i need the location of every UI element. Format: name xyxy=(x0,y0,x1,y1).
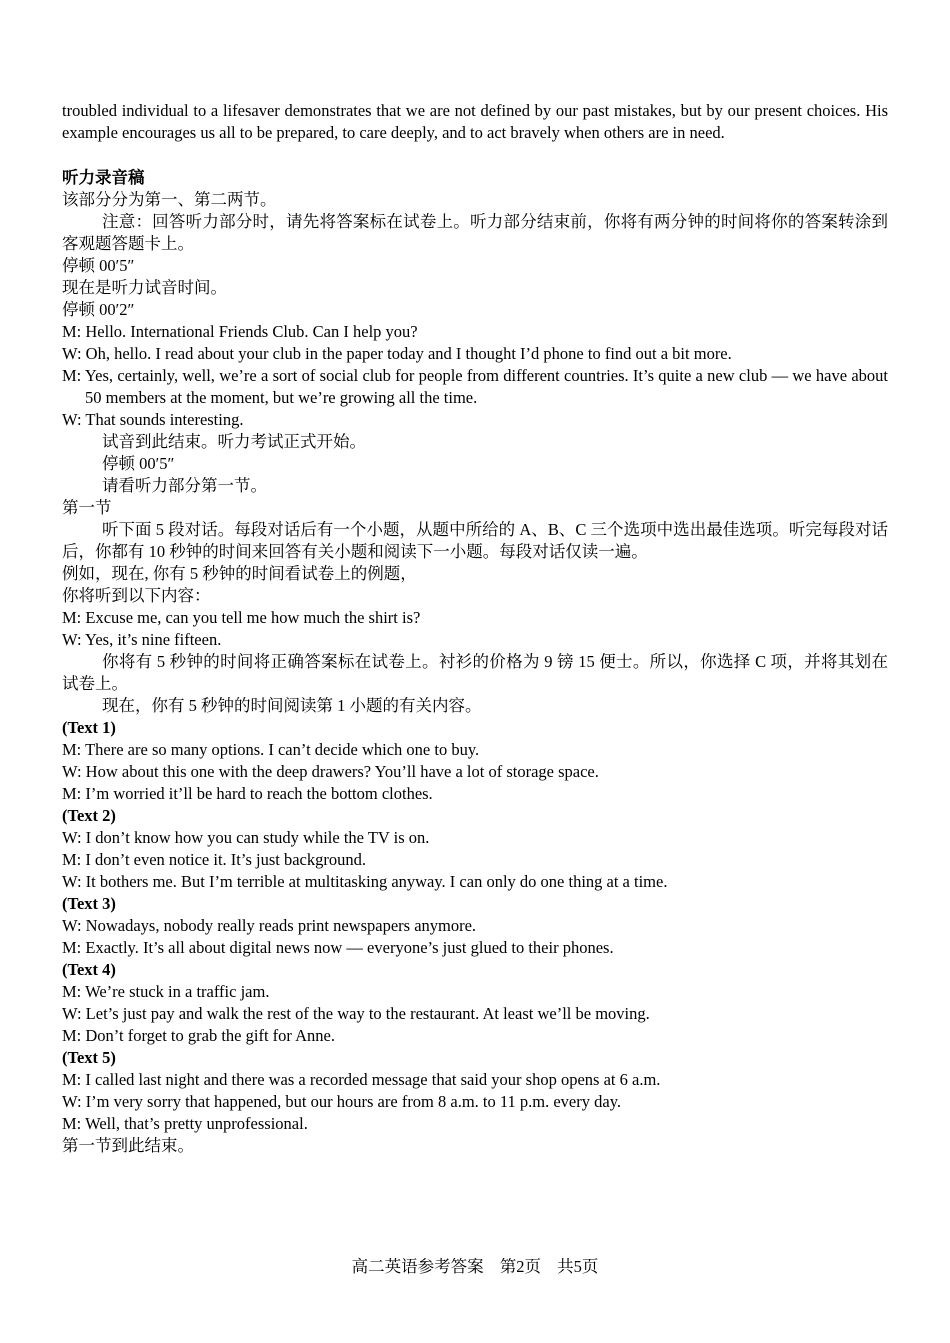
transcript-line: 注意：回答听力部分时，请先将答案标在试卷上。听力部分结束前，你将有两分钟的时间将你的答案转涂到客观题答题卡上。 xyxy=(62,212,888,253)
transcript-line: W: Yes, it’s nine fifteen. xyxy=(62,630,222,649)
transcript-line: 你将有 5 秒钟的时间将正确答案标在试卷上。衬衫的价格为 9 镑 15 便士。所以，你选择 C 项，并将其划在试卷上。 xyxy=(62,652,888,693)
transcript-line: W: Nowadays, nobody really reads print newspapers anymore. xyxy=(62,916,477,935)
transcript-line: 停顿 00′5″ xyxy=(62,256,135,275)
transcript-line: W: It bothers me. But I’m terrible at multitasking anyway. I can only do one thing at a time. xyxy=(62,872,668,891)
transcript-line: M: I don’t even notice it. It’s just background. xyxy=(62,850,366,869)
transcript-line: 停顿 00′5″ xyxy=(102,454,175,473)
spacer xyxy=(62,144,888,167)
transcript-line: M: Well, that’s pretty unprofessional. xyxy=(62,1114,308,1133)
transcript-line: 第一节到此结束。 xyxy=(62,1136,194,1155)
transcript-line: M: We’re stuck in a traffic jam. xyxy=(62,982,270,1001)
transcript-line: 请看听力部分第一节。 xyxy=(102,476,267,495)
text-label: (Text 5) xyxy=(62,1048,116,1067)
transcript-line: M: Yes, certainly, well, we’re a sort of social club for people from different countries. It’s quite a new club — we have about 50 members at the moment, but we’re growing all the time. xyxy=(62,366,888,407)
transcript-line: 现在，你有 5 秒钟的时间阅读第 1 小题的有关内容。 xyxy=(102,696,482,715)
footer-page-total: 共5页 xyxy=(557,1257,599,1276)
text-label: (Text 3) xyxy=(62,894,116,913)
transcript-line: M: Excuse me, can you tell me how much the shirt is? xyxy=(62,608,421,627)
transcript-line: 现在是听力试音时间。 xyxy=(62,278,227,297)
text-label: (Text 1) xyxy=(62,718,116,737)
transcript-line: 试音到此结束。听力考试正式开始。 xyxy=(102,432,366,451)
transcript-line: 该部分分为第一、第二两节。 xyxy=(62,190,277,209)
transcript-line: 停顿 00′2″ xyxy=(62,300,135,319)
transcript-line: M: I’m worried it’ll be hard to reach the bottom clothes. xyxy=(62,784,433,803)
transcript-line: W: I’m very sorry that happened, but our hours are from 8 a.m. to 11 p.m. every day. xyxy=(62,1092,622,1111)
footer-doc-title: 高二英语参考答案 xyxy=(351,1257,484,1276)
transcript-line: W: Oh, hello. I read about your club in the paper today and I thought I’d phone to find out a bit more. xyxy=(62,344,732,363)
transcript-line: W: That sounds interesting. xyxy=(62,410,244,429)
section-title: 听力录音稿 xyxy=(62,168,145,187)
transcript-line: W: I don’t know how you can study while the TV is on. xyxy=(62,828,430,847)
document-page xyxy=(62,100,888,1157)
transcript-line: M: I called last night and there was a recorded message that said your shop opens at 6 a.m. xyxy=(62,1070,661,1089)
transcript-line: M: Exactly. It’s all about digital news now — everyone’s just glued to their phones. xyxy=(62,938,614,957)
transcript-line: 你将听到以下内容： xyxy=(62,586,211,605)
transcript-line: W: How about this one with the deep drawers? You’ll have a lot of storage space. xyxy=(62,762,599,781)
transcript-line: M: Don’t forget to grab the gift for Anne. xyxy=(62,1026,335,1045)
intro-paragraph: troubled individual to a lifesaver demonstrates that we are not defined by our past mistakes, but by our present choices. His example encourages us all to be prepared, to care deeply, and to act bravely when others are in need. xyxy=(62,101,888,142)
text-label: (Text 4) xyxy=(62,960,116,979)
text-label: (Text 2) xyxy=(62,806,116,825)
transcript-body xyxy=(62,189,888,1157)
transcript-line: W: Let’s just pay and walk the rest of the way to the restaurant. At least we’ll be moving. xyxy=(62,1004,650,1023)
transcript-line: 例如，现在, 你有 5 秒钟的时间看试卷上的例题， xyxy=(62,564,417,583)
transcript-line: 听下面 5 段对话。每段对话后有一个小题，从题中所给的 A、B、C 三个选项中选出最佳选项。听完每段对话后，你都有 10 秒钟的时间来回答有关小题和阅读下一小题。每段对话仅读一遍。 xyxy=(62,520,888,561)
transcript-line: M: There are so many options. I can’t decide which one to buy. xyxy=(62,740,480,759)
transcript-line: M: Hello. International Friends Club. Can I help you? xyxy=(62,322,418,341)
footer-page-current: 第2页 xyxy=(499,1257,541,1276)
page-footer xyxy=(0,1256,950,1278)
transcript-line: 第一节 xyxy=(62,498,112,517)
